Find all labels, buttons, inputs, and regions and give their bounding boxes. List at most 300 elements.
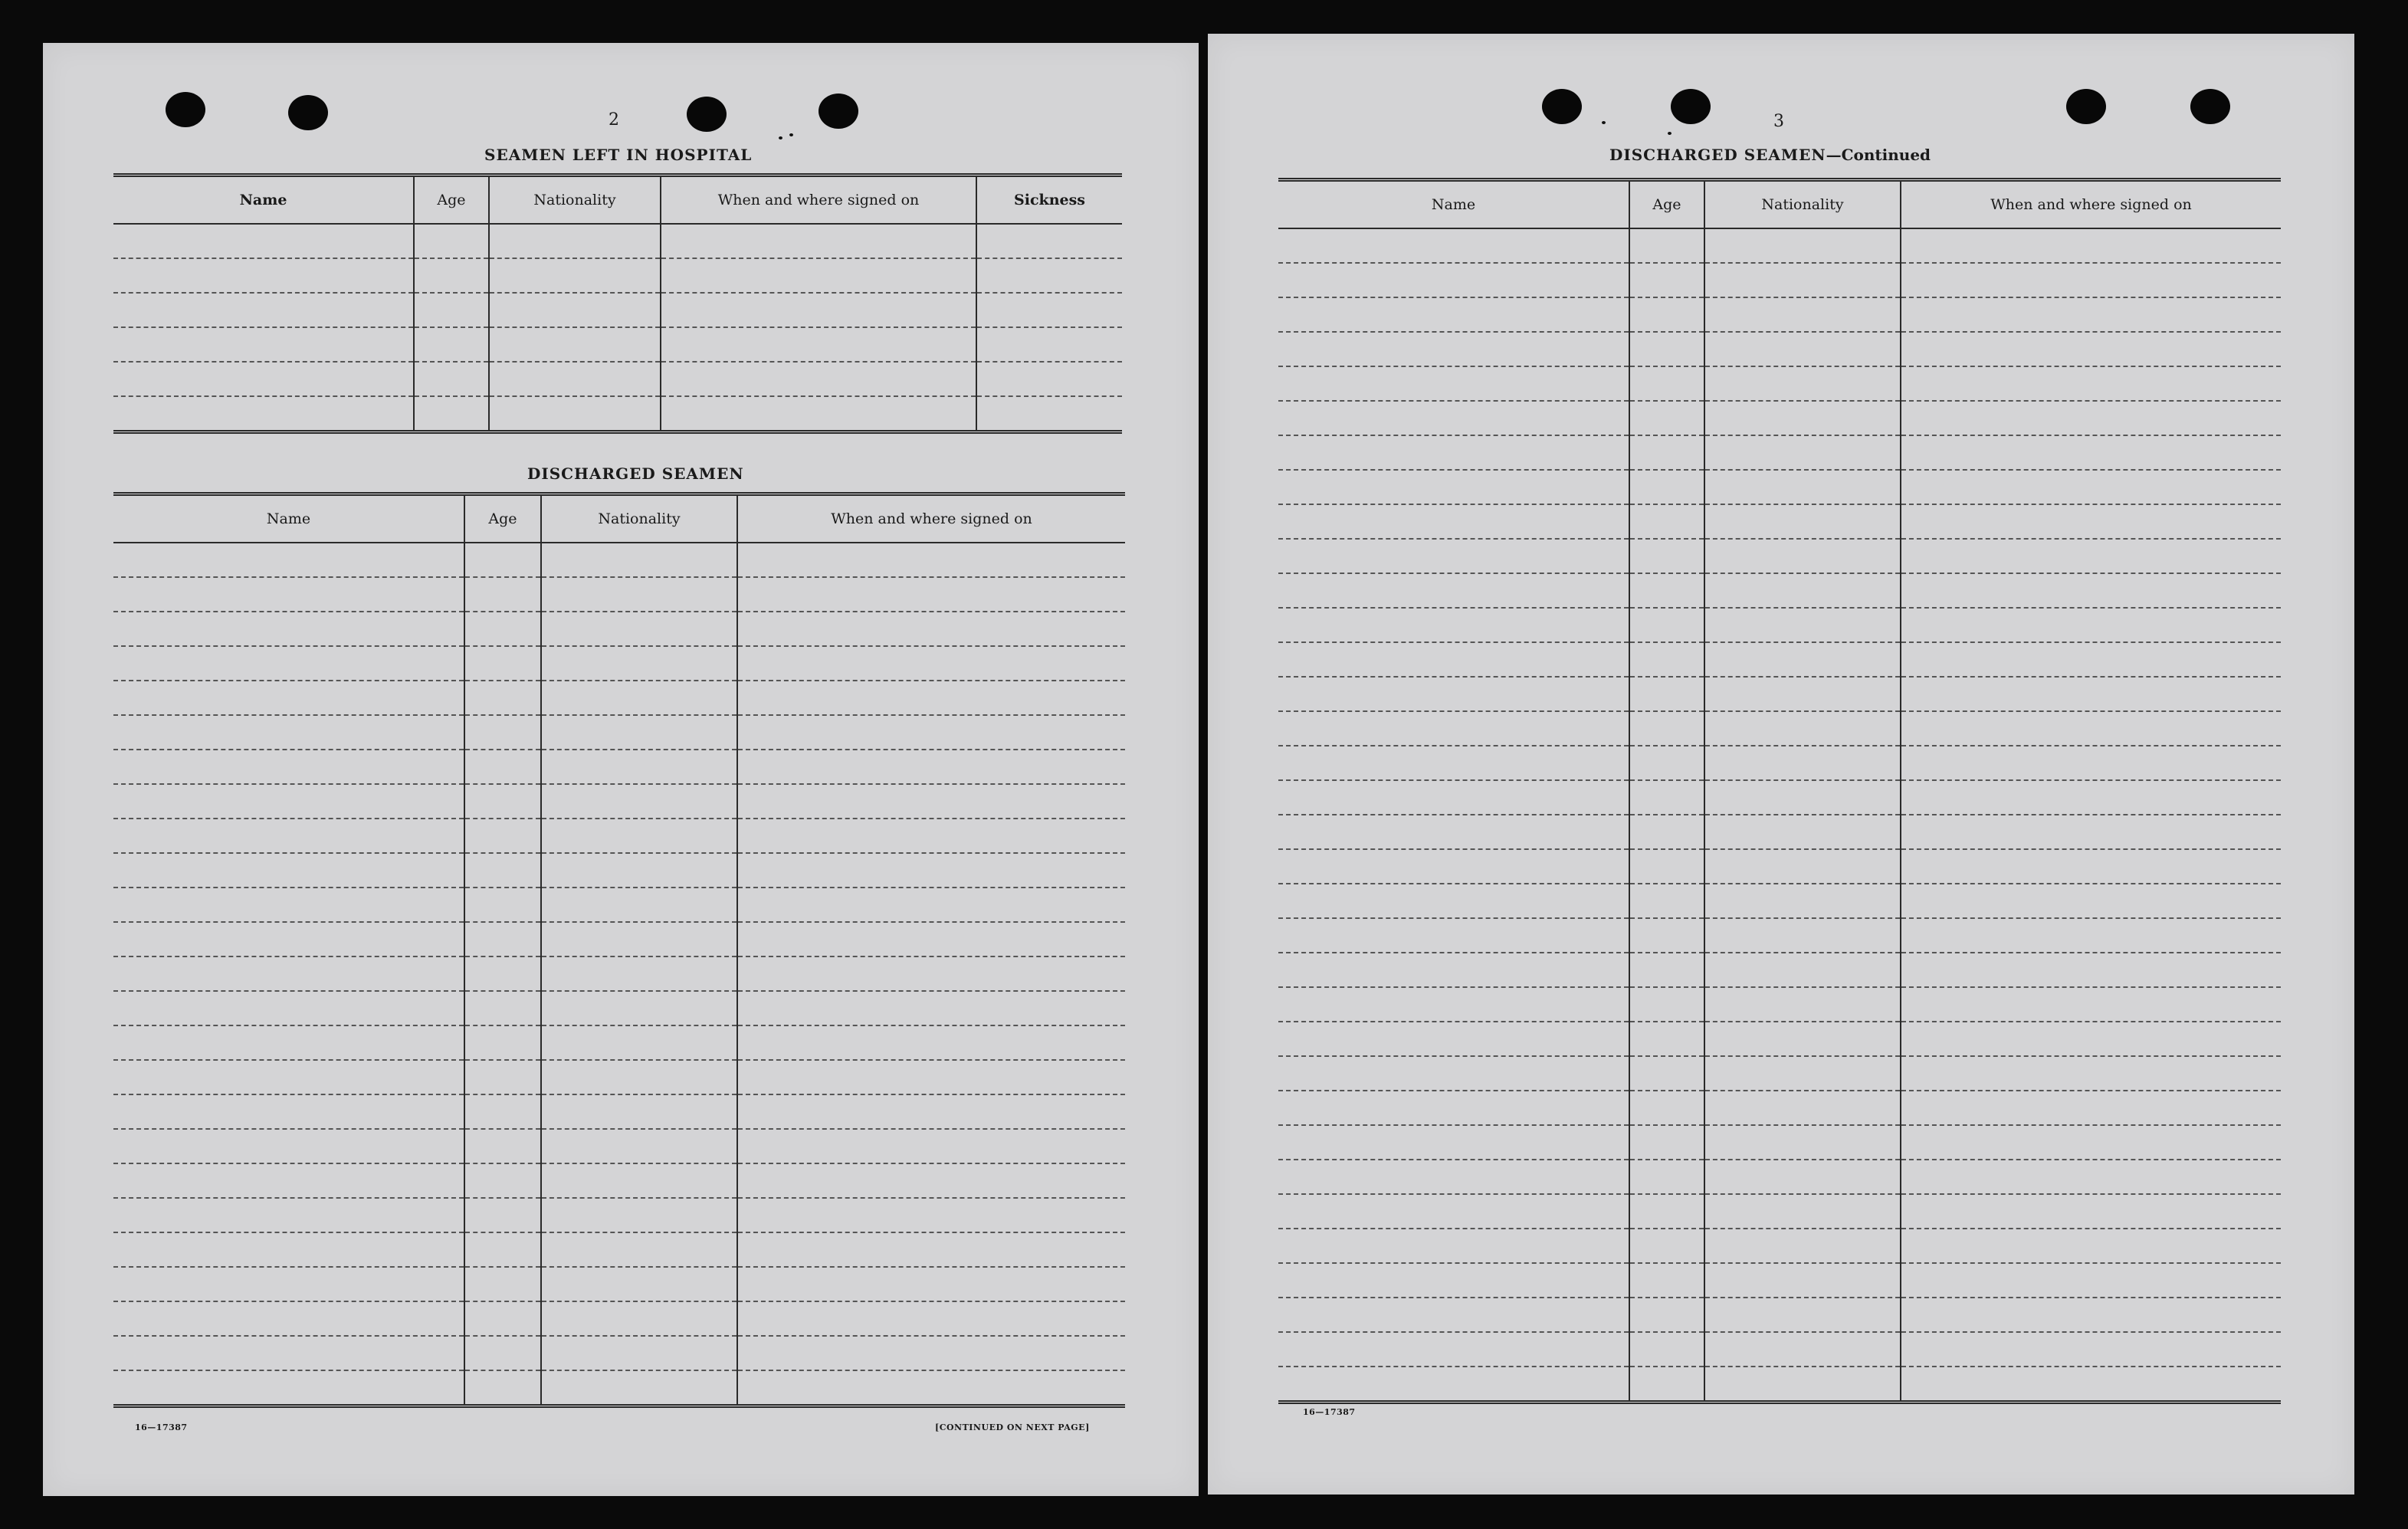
table-cell[interactable] [541,1336,737,1370]
table-cell[interactable] [1278,1022,1629,1056]
table-cell[interactable] [1704,1263,1901,1298]
table-cell[interactable] [1704,1056,1901,1091]
table-cell[interactable] [113,646,464,681]
table-cell[interactable] [464,1129,541,1163]
table-cell[interactable] [541,1198,737,1232]
table-cell[interactable] [464,991,541,1025]
table-cell[interactable] [1629,987,1704,1022]
table-cell[interactable] [1704,1229,1901,1263]
table-cell[interactable] [1278,1056,1629,1091]
hospital-section-title: SEAMEN LEFT IN HOSPITAL [484,146,753,164]
table-cell[interactable] [113,1336,464,1370]
table-cell[interactable] [661,224,976,258]
table-cell[interactable] [1704,435,1901,470]
table-cell[interactable] [1901,1056,2281,1091]
table-cell[interactable] [1629,1367,1704,1403]
table-cell[interactable] [1901,815,2281,849]
table-row [1278,1160,2281,1194]
table-cell[interactable] [541,577,737,612]
table-cell[interactable] [1901,884,2281,918]
table-cell[interactable] [113,1094,464,1129]
table-cell[interactable] [464,956,541,991]
table-cell[interactable] [1278,780,1629,815]
table-cell[interactable] [1278,1091,1629,1125]
table-cell[interactable] [1629,884,1704,918]
table-cell[interactable] [1278,297,1629,332]
table-cell[interactable] [414,362,489,396]
table-row [113,612,1125,646]
table-cell[interactable] [1629,1125,1704,1160]
table-cell[interactable] [464,715,541,750]
table-cell[interactable] [1901,1160,2281,1194]
table-cell[interactable] [464,1232,541,1267]
table-cell[interactable] [1629,815,1704,849]
table-row [1278,366,2281,401]
table-row [113,1094,1125,1129]
table-cell[interactable] [541,543,737,577]
table-cell[interactable] [737,1370,1125,1406]
table-cell[interactable] [1278,677,1629,711]
table-cell[interactable] [1278,1298,1629,1332]
table-cell[interactable] [1629,711,1704,746]
table-cell[interactable] [737,1025,1125,1060]
table-cell[interactable] [1901,1194,2281,1229]
table-cell[interactable] [737,1336,1125,1370]
table-cell[interactable] [1901,849,2281,884]
table-cell[interactable] [1704,1298,1901,1332]
discharged-continued-title [1609,146,1931,164]
table-cell[interactable] [464,1094,541,1129]
table-cell[interactable] [1901,918,2281,953]
table-row [1278,263,2281,297]
table-cell[interactable] [464,750,541,784]
table-cell[interactable] [1901,332,2281,366]
table-cell[interactable] [113,681,464,715]
table-cell[interactable] [1278,1367,1629,1403]
table-row [1278,1022,2281,1056]
table-cell[interactable] [661,258,976,293]
table-cell[interactable] [1278,539,1629,573]
table-cell[interactable] [489,258,661,293]
table-cell[interactable] [1629,332,1704,366]
table-cell[interactable] [976,293,1122,327]
table-cell[interactable] [113,1025,464,1060]
table-cell[interactable] [541,1094,737,1129]
table-cell[interactable] [1629,297,1704,332]
table-cell[interactable] [737,577,1125,612]
table-cell[interactable] [1629,1056,1704,1091]
table-row [1278,470,2281,504]
table-cell[interactable] [737,612,1125,646]
table-cell[interactable] [1704,849,1901,884]
table-cell[interactable] [1901,1125,2281,1160]
table-cell[interactable] [113,258,414,293]
table-cell[interactable] [414,258,489,293]
table-cell[interactable] [1704,263,1901,297]
table-cell[interactable] [464,1370,541,1406]
table-cell[interactable] [1901,642,2281,677]
table-cell[interactable] [1278,366,1629,401]
table-cell[interactable] [541,612,737,646]
table-cell[interactable] [1704,297,1901,332]
table-row [113,681,1125,715]
table-cell[interactable] [1278,1125,1629,1160]
table-cell[interactable] [113,853,464,888]
table-cell[interactable] [1278,470,1629,504]
table-cell[interactable] [661,396,976,432]
table-cell[interactable] [1278,263,1629,297]
table-cell[interactable] [1901,228,2281,263]
table-cell[interactable] [1901,470,2281,504]
table-cell[interactable] [113,1060,464,1094]
table-row [1278,504,2281,539]
table-cell[interactable] [489,396,661,432]
table-cell[interactable] [1704,815,1901,849]
table-cell[interactable] [1704,539,1901,573]
table-cell[interactable] [414,293,489,327]
table-cell[interactable] [1278,918,1629,953]
table-cell[interactable] [737,1232,1125,1267]
table-cell[interactable] [737,1129,1125,1163]
table-cell[interactable] [1278,746,1629,780]
table-cell[interactable] [1901,780,2281,815]
table-cell[interactable] [541,1232,737,1267]
table-cell[interactable] [1901,608,2281,642]
table-cell[interactable] [1629,504,1704,539]
table-cell[interactable] [541,1163,737,1198]
table-cell[interactable] [464,1025,541,1060]
table-cell[interactable] [1278,849,1629,884]
table-row [113,396,1122,432]
table-cell[interactable] [414,327,489,362]
table-cell[interactable] [976,224,1122,258]
table-cell[interactable] [1278,228,1629,263]
table-cell[interactable] [1629,539,1704,573]
table-cell[interactable] [541,956,737,991]
table-cell[interactable] [661,327,976,362]
table-cell[interactable] [737,1060,1125,1094]
table-cell[interactable] [113,991,464,1025]
table-row [1278,1332,2281,1367]
table-cell[interactable] [113,543,464,577]
table-cell[interactable] [1278,401,1629,435]
table-cell[interactable] [541,1129,737,1163]
table-cell[interactable] [737,853,1125,888]
table-cell[interactable] [976,327,1122,362]
table-cell[interactable] [1278,332,1629,366]
table-cell[interactable] [113,956,464,991]
table-cell[interactable] [464,612,541,646]
table-cell[interactable] [1901,1022,2281,1056]
table-cell[interactable] [113,1129,464,1163]
table-cell[interactable] [464,922,541,956]
table-cell[interactable] [113,577,464,612]
table-cell[interactable] [1278,1332,1629,1367]
table-cell[interactable] [1629,1229,1704,1263]
table-cell[interactable] [1629,1194,1704,1229]
table-cell[interactable] [1704,504,1901,539]
table-cell[interactable] [541,853,737,888]
table-cell[interactable] [1629,401,1704,435]
table-cell[interactable] [1629,953,1704,987]
table-cell[interactable] [1278,1263,1629,1298]
table-cell[interactable] [1278,573,1629,608]
table-cell[interactable] [1901,1332,2281,1367]
table-cell[interactable] [1278,435,1629,470]
table-row [1278,1194,2281,1229]
table-cell[interactable] [113,784,464,819]
table-cell[interactable] [737,888,1125,922]
table-cell[interactable] [737,819,1125,853]
table-cell[interactable] [464,888,541,922]
table-cell[interactable] [541,784,737,819]
table-cell[interactable] [464,1301,541,1336]
table-cell[interactable] [1278,987,1629,1022]
table-cell[interactable] [976,396,1122,432]
column-header: Name [113,494,464,543]
table-cell[interactable] [464,1198,541,1232]
punch-hole [166,92,205,127]
left-page [43,43,1199,1496]
table-cell[interactable] [1901,263,2281,297]
table-cell[interactable] [1704,1022,1901,1056]
table-cell[interactable] [1901,366,2281,401]
table-cell[interactable] [1704,573,1901,608]
table-cell[interactable] [1629,470,1704,504]
table-cell[interactable] [737,1267,1125,1301]
table-cell[interactable] [1901,539,2281,573]
table-cell[interactable] [113,715,464,750]
table-cell[interactable] [464,577,541,612]
table-cell[interactable] [737,1094,1125,1129]
table-cell[interactable] [1629,608,1704,642]
table-cell[interactable] [541,1370,737,1406]
table-cell[interactable] [464,784,541,819]
table-cell[interactable] [1704,1125,1901,1160]
table-cell[interactable] [1901,953,2281,987]
table-cell[interactable] [1704,332,1901,366]
table-cell[interactable] [1278,711,1629,746]
table-cell[interactable] [1704,953,1901,987]
table-row [1278,780,2281,815]
table-cell[interactable] [1704,1332,1901,1367]
table-row [1278,297,2281,332]
table-cell[interactable] [1704,366,1901,401]
table-cell[interactable] [414,224,489,258]
table-cell[interactable] [1704,1367,1901,1403]
table-cell[interactable] [113,612,464,646]
table-cell[interactable] [1704,987,1901,1022]
table-cell[interactable] [1629,1298,1704,1332]
table-cell[interactable] [1629,366,1704,401]
table-row [113,853,1125,888]
table-row [113,1370,1125,1406]
table-row [113,956,1125,991]
table-cell[interactable] [541,1267,737,1301]
table-cell[interactable] [1629,746,1704,780]
table-cell[interactable] [464,646,541,681]
table-cell[interactable] [1629,1091,1704,1125]
table-cell[interactable] [1629,435,1704,470]
table-cell[interactable] [1278,1229,1629,1263]
table-cell[interactable] [1629,780,1704,815]
table-cell[interactable] [737,1301,1125,1336]
table-cell[interactable] [1704,884,1901,918]
table-cell[interactable] [489,224,661,258]
table-cell[interactable] [1901,987,2281,1022]
table-cell[interactable] [1704,1091,1901,1125]
table-cell[interactable] [1704,1160,1901,1194]
table-row [1278,332,2281,366]
table-cell[interactable] [1278,608,1629,642]
table-cell[interactable] [1278,642,1629,677]
table-cell[interactable] [737,646,1125,681]
form-number: 16—17387 [1303,1407,1356,1417]
table-cell[interactable] [541,750,737,784]
table-cell[interactable] [1629,1263,1704,1298]
table-cell[interactable] [1629,849,1704,884]
table-cell[interactable] [1704,780,1901,815]
table-cell[interactable] [1629,228,1704,263]
table-cell[interactable] [464,1336,541,1370]
table-cell[interactable] [661,362,976,396]
table-cell[interactable] [1704,642,1901,677]
table-cell[interactable] [1901,1298,2281,1332]
table-cell[interactable] [113,396,414,432]
table-cell[interactable] [737,1198,1125,1232]
table-cell[interactable] [464,1060,541,1094]
table-row [113,543,1125,577]
table-cell[interactable] [464,1267,541,1301]
table-cell[interactable] [1278,1194,1629,1229]
discharged-table [113,492,1125,1408]
table-cell[interactable] [113,1301,464,1336]
table-cell[interactable] [113,1232,464,1267]
table-cell[interactable] [1629,677,1704,711]
table-cell[interactable] [464,543,541,577]
table-cell[interactable] [541,1301,737,1336]
table-cell[interactable] [113,922,464,956]
table-cell[interactable] [113,224,414,258]
table-cell[interactable] [113,1267,464,1301]
table-cell[interactable] [113,888,464,922]
table-cell[interactable] [541,681,737,715]
table-cell[interactable] [113,1370,464,1406]
table-cell[interactable] [464,819,541,853]
table-cell[interactable] [1901,711,2281,746]
table-cell[interactable] [1704,470,1901,504]
table-cell[interactable] [737,991,1125,1025]
table-cell[interactable] [661,293,976,327]
table-cell[interactable] [737,784,1125,819]
table-cell[interactable] [1629,1160,1704,1194]
table-cell[interactable] [1901,1229,2281,1263]
table-cell[interactable] [976,258,1122,293]
table-cell[interactable] [1901,504,2281,539]
table-cell[interactable] [541,1025,737,1060]
table-cell[interactable] [541,1060,737,1094]
table-cell[interactable] [1901,401,2281,435]
table-cell[interactable] [1704,711,1901,746]
table-cell[interactable] [737,922,1125,956]
table-cell[interactable] [1278,884,1629,918]
table-cell[interactable] [113,819,464,853]
table-cell[interactable] [541,922,737,956]
table-cell[interactable] [541,888,737,922]
table-cell[interactable] [1704,608,1901,642]
table-cell[interactable] [113,362,414,396]
table-cell[interactable] [541,819,737,853]
table-cell[interactable] [1901,746,2281,780]
table-cell[interactable] [1278,1160,1629,1194]
discharged-section-title: DISCHARGED SEAMEN [527,464,744,483]
table-cell[interactable] [1629,642,1704,677]
table-cell[interactable] [113,327,414,362]
table-cell[interactable] [1278,504,1629,539]
table-cell[interactable] [113,750,464,784]
table-cell[interactable] [1704,228,1901,263]
table-row [113,1163,1125,1198]
table-cell[interactable] [1704,401,1901,435]
table-cell[interactable] [1901,573,2281,608]
table-cell[interactable] [737,1163,1125,1198]
table-cell[interactable] [737,715,1125,750]
table-row [113,1336,1125,1370]
table-cell[interactable] [113,1198,464,1232]
table-cell[interactable] [1629,918,1704,953]
table-cell[interactable] [541,715,737,750]
page-number: 3 [1773,112,1784,131]
table-cell[interactable] [464,681,541,715]
table-cell[interactable] [1629,1332,1704,1367]
table-cell[interactable] [1901,297,2281,332]
table-cell[interactable] [541,646,737,681]
table-cell[interactable] [464,1163,541,1198]
table-cell[interactable] [1629,573,1704,608]
table-cell[interactable] [1629,263,1704,297]
table-cell[interactable] [1901,1367,2281,1403]
table-cell[interactable] [489,327,661,362]
table-cell[interactable] [1704,677,1901,711]
table-cell[interactable] [737,956,1125,991]
table-cell[interactable] [976,362,1122,396]
table-cell[interactable] [1704,918,1901,953]
punch-hole [1542,89,1582,124]
table-cell[interactable] [1629,1022,1704,1056]
table-cell[interactable] [1901,1263,2281,1298]
table-cell[interactable] [113,293,414,327]
table-cell[interactable] [737,681,1125,715]
table-cell[interactable] [489,362,661,396]
table-cell[interactable] [1278,815,1629,849]
table-row [1278,918,2281,953]
table-cell[interactable] [1901,435,2281,470]
table-cell[interactable] [464,853,541,888]
table-cell[interactable] [113,1163,464,1198]
table-cell[interactable] [1704,746,1901,780]
table-cell[interactable] [737,750,1125,784]
table-cell[interactable] [1901,677,2281,711]
table-cell[interactable] [1704,1194,1901,1229]
table-row [113,991,1125,1025]
table-cell[interactable] [541,991,737,1025]
table-row [113,819,1125,853]
table-cell[interactable] [1901,1091,2281,1125]
table-cell[interactable] [489,293,661,327]
table-cell[interactable] [737,543,1125,577]
table-cell[interactable] [1278,953,1629,987]
table-cell[interactable] [414,396,489,432]
